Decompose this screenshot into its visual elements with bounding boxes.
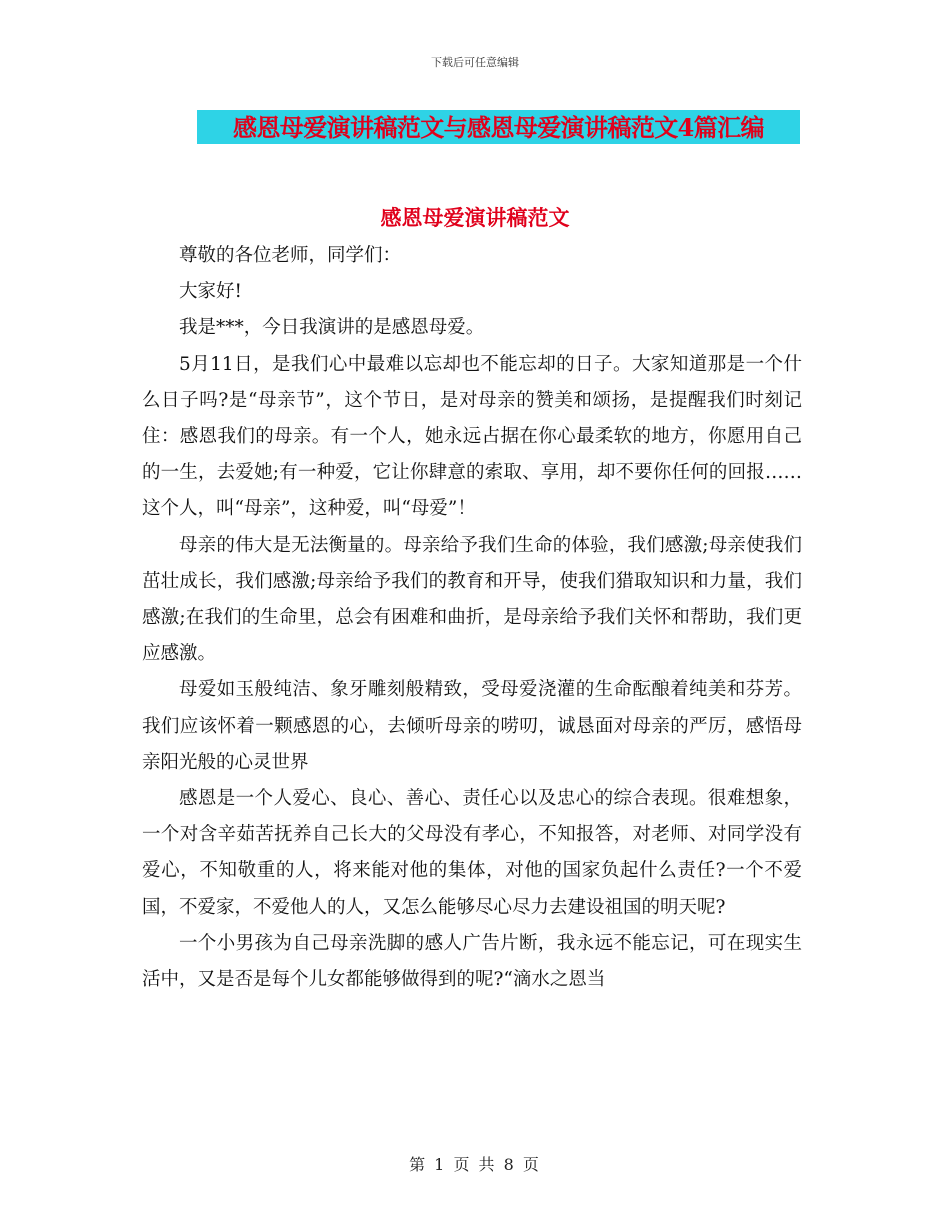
- paragraph: 母爱如玉般纯洁、象牙雕刻般精致，受母爱浇灌的生命酝酿着纯美和芬芳。我们应该怀着一颗感恩的心，去倾听母亲的唠叨，诚恳面对母亲的严厉，感悟母亲阳光般的心灵世界: [142, 679, 802, 773]
- main-title: 感恩母爱演讲稿范文与感恩母爱演讲稿范文4篇汇编: [233, 113, 764, 142]
- page-header-note: 下载后可任意编辑: [431, 56, 519, 69]
- page-footer: 第 1 页 共 8 页: [409, 1155, 541, 1174]
- paragraph-greeting: 大家好!: [179, 281, 242, 303]
- document-body: [142, 220, 802, 998]
- paragraph: 母亲的伟大是无法衡量的。母亲给予我们生命的体验，我们感激;母亲使我们茁壮成长，我们感激;母亲给予我们的教育和开导，使我们猎取知识和力量，我们感激;在我们的生命里，总会有困难和曲折，是母亲给予我们关怀和帮助，我们更应感激。: [142, 534, 802, 665]
- paragraph-salutation: 尊敬的各位老师，同学们：: [179, 245, 402, 266]
- paragraph: 感恩是一个人爱心、良心、善心、责任心以及忠心的综合表现。很难想象，一个对含辛茹苦抚养自己长大的父母没有孝心，不知报答，对老师、对同学没有爱心，不知敬重的人，将来能对他的集体，对他的国家负起什么责任?一个不爱国，不爱家，不爱他人的人，又怎么能够尽心尽力去建设祖国的明天呢?: [142, 788, 802, 918]
- paragraph: 5月11日，是我们心中最难以忘却也不能忘却的日子。大家知道那是一个什么日子吗?是“母亲节”，这个节日，是对母亲的赞美和颂扬，是提醒我们时刻记住：感恩我们的母亲。有一个人，她永远占据在你心最柔软的地方，你愿用自己的一生，去爱她;有一种爱，它让你肆意的索取、享用，却不要你任何的回报……这个人，叫“母亲”，这种爱，叫“母爱”！: [142, 353, 802, 520]
- section-title: 感恩母爱演讲稿范文: [380, 205, 570, 230]
- paragraph: 一个小男孩为自己母亲洗脚的感人广告片断，我永远不能忘记，可在现实生活中，又是否是每个儿女都能够做得到的呢?“滴水之恩当: [142, 932, 802, 991]
- paragraph-intro: 我是***，今日我演讲的是感恩母爱。: [179, 317, 485, 339]
